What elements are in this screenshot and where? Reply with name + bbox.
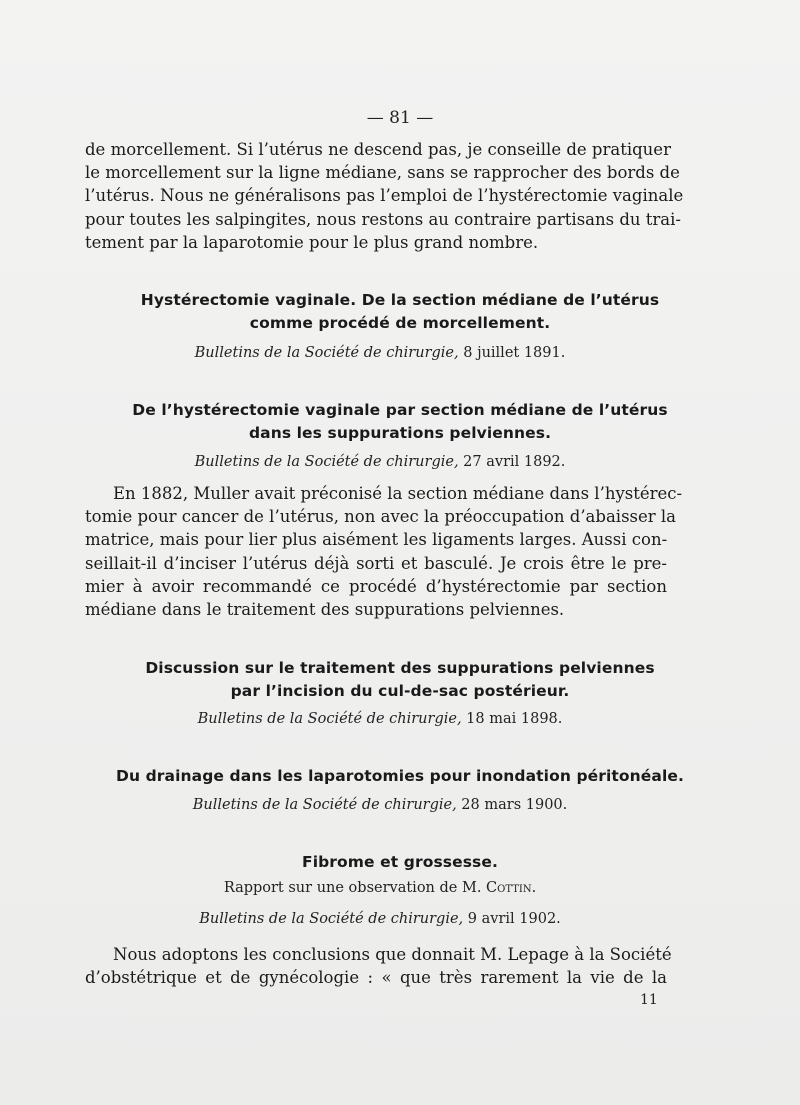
paragraph-1: [85, 138, 684, 254]
section-2-citation: [0, 454, 760, 470]
paragraph-3: [85, 943, 672, 989]
text-line: tomie pour cancer de l’utérus, non avec la préoccupation d’abaisser la: [85, 507, 677, 527]
text-line: tement par la laparotomie pour le plus grand nombre.: [85, 232, 539, 252]
section-2-title: [0, 399, 800, 445]
text-line: l’utérus. Nous ne généralisons pas l’emploi de l’hystérectomie vaginale: [85, 186, 684, 206]
text-line: pour toutes les salpingites, nous restons au contraire partisans du trai-: [85, 209, 681, 229]
text-line: En 1882, Muller avait préconisé la section médiane dans l’hystérec-: [113, 484, 683, 503]
citation-journal: Bulletins de la Société de chirurgie,: [194, 345, 459, 361]
citation-date: 8 juillet 1891.: [458, 345, 566, 361]
report-suffix: .: [531, 880, 537, 896]
report-prefix: Rapport sur une observation de M.: [223, 880, 487, 896]
title-line: comme procédé de morcellement.: [249, 314, 551, 332]
text-line: mier à avoir recommandé ce procédé d’hystérectomie par section: [85, 576, 667, 596]
title-line: Discussion sur le traitement des suppurations pelviennes: [145, 659, 655, 677]
citation-journal: Bulletins de la Société de chirurgie,: [199, 911, 464, 927]
citation-date: 18 mai 1898.: [461, 711, 563, 727]
citation-date: 28 mars 1900.: [456, 797, 568, 813]
citation-journal: Bulletins de la Société de chirurgie,: [194, 454, 459, 470]
citation-date: 9 avril 1902.: [463, 911, 561, 927]
section-3-title: [0, 657, 800, 703]
text-line: Nous adoptons les conclusions que donnait M. Lepage à la Société: [113, 945, 672, 964]
section-4-citation: [0, 797, 760, 813]
title-line: Fibrome et grossesse.: [302, 853, 498, 871]
section-5-report: [0, 880, 760, 896]
paragraph-2: [85, 482, 683, 621]
page-number: — 81 —: [366, 108, 434, 128]
citation-journal: Bulletins de la Société de chirurgie,: [192, 797, 457, 813]
citation-journal: Bulletins de la Société de chirurgie,: [197, 711, 462, 727]
section-1-citation: [0, 345, 760, 361]
title-line: De l’hystérectomie vaginale par section médiane de l’utérus: [132, 401, 668, 419]
title-line: par l’incision du cul-de-sac postérieur.: [230, 682, 570, 700]
title-line: Du drainage dans les laparotomies pour inondation péritonéale.: [116, 767, 684, 785]
text-line: médiane dans le traitement des suppurations pelviennes.: [85, 600, 565, 620]
text-line: matrice, mais pour lier plus aisément les ligaments larges. Aussi con-: [85, 530, 668, 550]
section-5-citation: [0, 911, 760, 927]
signature-mark: 11: [640, 992, 658, 1008]
text-line: seillait-il d’inciser l’utérus déjà sorti et basculé. Je crois être le pre-: [85, 553, 667, 573]
text-line: de morcellement. Si l’utérus ne descend pas, je conseille de pratiquer: [85, 140, 671, 159]
report-name: Cottin: [486, 880, 532, 896]
section-5-title: [0, 851, 800, 874]
text-line: d’obstétrique et de gynécologie : « que très rarement la vie de la: [85, 968, 667, 988]
section-3-citation: [0, 711, 760, 727]
title-line: Hystérectomie vaginale. De la section médiane de l’utérus: [140, 291, 660, 309]
citation-date: 27 avril 1892.: [458, 454, 566, 470]
text-line: le morcellement sur la ligne médiane, sans se rapprocher des bords de: [85, 163, 680, 183]
section-1-title: [0, 289, 800, 335]
title-line: dans les suppurations pelviennes.: [248, 424, 552, 442]
section-4-title: [0, 765, 800, 788]
